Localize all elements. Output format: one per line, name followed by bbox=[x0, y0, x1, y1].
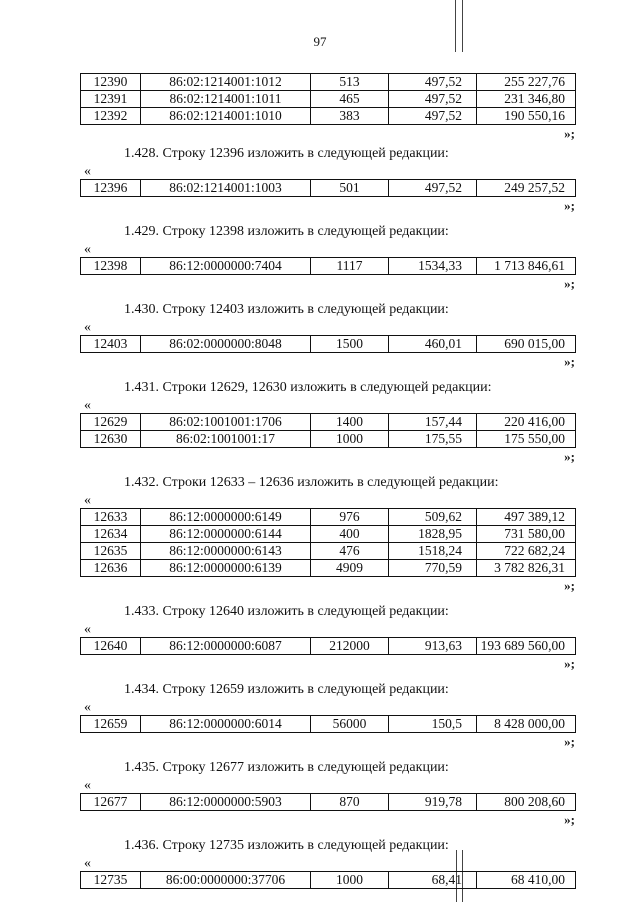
amendment-section bbox=[80, 221, 580, 293]
table-row bbox=[81, 414, 576, 431]
table-row bbox=[81, 638, 576, 655]
row-number-cell: 12392 bbox=[81, 108, 141, 125]
closing-quote: »; bbox=[564, 734, 575, 749]
amendment-table bbox=[80, 871, 576, 889]
value-cell: 722 682,24 bbox=[477, 543, 576, 560]
closing-quote: »; bbox=[564, 126, 575, 141]
rate-cell: 497,52 bbox=[389, 74, 477, 91]
value-cell: 731 580,00 bbox=[477, 526, 576, 543]
cadastral-number-cell: 86:12:0000000:6144 bbox=[141, 526, 311, 543]
amendment-table bbox=[80, 508, 576, 577]
table-row bbox=[81, 794, 576, 811]
cadastral-number-cell: 86:12:0000000:6139 bbox=[141, 560, 311, 577]
value-cell: 175 550,00 bbox=[477, 431, 576, 448]
cadastral-number-cell: 86:02:1001001:1706 bbox=[141, 414, 311, 431]
value-cell: 68 410,00 bbox=[477, 872, 576, 889]
rate-cell: 460,01 bbox=[389, 336, 477, 353]
area-cell: 976 bbox=[311, 509, 389, 526]
cadastral-number-cell: 86:12:0000000:6087 bbox=[141, 638, 311, 655]
area-cell: 1117 bbox=[311, 258, 389, 275]
row-number-cell: 12635 bbox=[81, 543, 141, 560]
cadastral-number-cell: 86:12:0000000:6014 bbox=[141, 716, 311, 733]
row-number-cell: 12390 bbox=[81, 74, 141, 91]
row-number-cell: 12659 bbox=[81, 716, 141, 733]
area-cell: 476 bbox=[311, 543, 389, 560]
area-cell: 56000 bbox=[311, 716, 389, 733]
cadastral-number-cell: 86:12:0000000:6149 bbox=[141, 509, 311, 526]
amendment-table bbox=[80, 715, 576, 733]
rate-cell: 68,41 bbox=[389, 872, 477, 889]
table-row bbox=[81, 336, 576, 353]
amendment-heading: 1.436. Строку 12735 изложить в следующей редакции: bbox=[124, 838, 449, 853]
table-row bbox=[81, 108, 576, 125]
cadastral-number-cell: 86:12:0000000:7404 bbox=[141, 258, 311, 275]
table-row bbox=[81, 560, 576, 577]
rate-cell: 913,63 bbox=[389, 638, 477, 655]
amendment-section bbox=[80, 757, 580, 829]
amendment-table bbox=[80, 637, 576, 655]
amendment-heading: 1.430. Строку 12403 изложить в следующей редакции: bbox=[124, 302, 449, 317]
value-cell: 3 782 826,31 bbox=[477, 560, 576, 577]
area-cell: 465 bbox=[311, 91, 389, 108]
table-row bbox=[81, 716, 576, 733]
rate-cell: 150,5 bbox=[389, 716, 477, 733]
value-cell: 497 389,12 bbox=[477, 509, 576, 526]
rate-cell: 1518,24 bbox=[389, 543, 477, 560]
amendment-table bbox=[80, 179, 576, 197]
cadastral-number-cell: 86:12:0000000:6143 bbox=[141, 543, 311, 560]
area-cell: 1000 bbox=[311, 431, 389, 448]
cadastral-number-cell: 86:02:1001001:17 bbox=[141, 431, 311, 448]
area-cell: 212000 bbox=[311, 638, 389, 655]
amendment-table bbox=[80, 413, 576, 448]
row-number-cell: 12630 bbox=[81, 431, 141, 448]
opening-quote: « bbox=[84, 493, 91, 508]
cadastral-number-cell: 86:12:0000000:5903 bbox=[141, 794, 311, 811]
row-number-cell: 12398 bbox=[81, 258, 141, 275]
opening-quote: « bbox=[84, 622, 91, 637]
amendment-table bbox=[80, 793, 576, 811]
table-row bbox=[81, 91, 576, 108]
amendment-heading: 1.435. Строку 12677 изложить в следующей редакции: bbox=[124, 760, 449, 775]
opening-quote: « bbox=[84, 320, 91, 335]
row-number-cell: 12396 bbox=[81, 180, 141, 197]
row-number-cell: 12640 bbox=[81, 638, 141, 655]
rate-cell: 1828,95 bbox=[389, 526, 477, 543]
rate-cell: 497,52 bbox=[389, 108, 477, 125]
row-number-cell: 12735 bbox=[81, 872, 141, 889]
area-cell: 400 bbox=[311, 526, 389, 543]
amendment-section bbox=[80, 679, 580, 751]
area-cell: 1000 bbox=[311, 872, 389, 889]
cadastral-number-cell: 86:02:1214001:1003 bbox=[141, 180, 311, 197]
closing-quote: »; bbox=[564, 354, 575, 369]
rate-cell: 770,59 bbox=[389, 560, 477, 577]
table-row bbox=[81, 543, 576, 560]
value-cell: 193 689 560,00 bbox=[477, 638, 576, 655]
row-number-cell: 12636 bbox=[81, 560, 141, 577]
cadastral-number-cell: 86:00:0000000:37706 bbox=[141, 872, 311, 889]
amendment-heading: 1.432. Строки 12633 – 12636 изложить в следующей редакции: bbox=[124, 475, 499, 490]
page-number: 97 bbox=[313, 34, 327, 49]
amendment-section bbox=[80, 299, 580, 371]
row-number-cell: 12403 bbox=[81, 336, 141, 353]
cadastral-number-cell: 86:02:1214001:1012 bbox=[141, 74, 311, 91]
opening-quote: « bbox=[84, 398, 91, 413]
row-number-cell: 12633 bbox=[81, 509, 141, 526]
area-cell: 870 bbox=[311, 794, 389, 811]
amendment-table bbox=[80, 335, 576, 353]
value-cell: 255 227,76 bbox=[477, 74, 576, 91]
value-cell: 800 208,60 bbox=[477, 794, 576, 811]
opening-quote: « bbox=[84, 778, 91, 793]
value-cell: 190 550,16 bbox=[477, 108, 576, 125]
area-cell: 1500 bbox=[311, 336, 389, 353]
value-cell: 690 015,00 bbox=[477, 336, 576, 353]
amendment-table bbox=[80, 257, 576, 275]
rate-cell: 157,44 bbox=[389, 414, 477, 431]
table-row bbox=[81, 509, 576, 526]
table-row bbox=[81, 74, 576, 91]
rate-cell: 509,62 bbox=[389, 509, 477, 526]
rate-cell: 175,55 bbox=[389, 431, 477, 448]
cadastral-number-cell: 86:02:0000000:8048 bbox=[141, 336, 311, 353]
area-cell: 513 bbox=[311, 74, 389, 91]
table-row bbox=[81, 431, 576, 448]
amendment-section bbox=[80, 377, 580, 466]
row-number-cell: 12634 bbox=[81, 526, 141, 543]
table-row bbox=[81, 526, 576, 543]
closing-quote: »; bbox=[564, 578, 575, 593]
area-cell: 1400 bbox=[311, 414, 389, 431]
amendment-heading: 1.431. Строки 12629, 12630 изложить в следующей редакции: bbox=[124, 380, 492, 395]
row-number-cell: 12677 bbox=[81, 794, 141, 811]
value-cell: 249 257,52 bbox=[477, 180, 576, 197]
amendment-section bbox=[80, 835, 580, 889]
document-body bbox=[80, 73, 580, 895]
amendment-heading: 1.433. Строку 12640 изложить в следующей редакции: bbox=[124, 604, 449, 619]
area-cell: 4909 bbox=[311, 560, 389, 577]
closing-quote: »; bbox=[564, 812, 575, 827]
opening-quote: « bbox=[84, 856, 91, 871]
row-number-cell: 12391 bbox=[81, 91, 141, 108]
opening-quote: « bbox=[84, 242, 91, 257]
closing-quote: »; bbox=[564, 449, 575, 464]
table-row bbox=[81, 180, 576, 197]
amendment-section bbox=[80, 601, 580, 673]
opening-quote: « bbox=[84, 164, 91, 179]
opening-quote: « bbox=[84, 700, 91, 715]
cadastral-number-cell: 86:02:1214001:1011 bbox=[141, 91, 311, 108]
rate-cell: 497,52 bbox=[389, 180, 477, 197]
area-cell: 383 bbox=[311, 108, 389, 125]
cadastral-number-cell: 86:02:1214001:1010 bbox=[141, 108, 311, 125]
value-cell: 231 346,80 bbox=[477, 91, 576, 108]
row-number-cell: 12629 bbox=[81, 414, 141, 431]
value-cell: 1 713 846,61 bbox=[477, 258, 576, 275]
rate-cell: 497,52 bbox=[389, 91, 477, 108]
table-row bbox=[81, 872, 576, 889]
top-table bbox=[80, 73, 576, 125]
area-cell: 501 bbox=[311, 180, 389, 197]
closing-quote: »; bbox=[564, 198, 575, 213]
value-cell: 220 416,00 bbox=[477, 414, 576, 431]
rate-cell: 1534,33 bbox=[389, 258, 477, 275]
closing-quote: »; bbox=[564, 276, 575, 291]
value-cell: 8 428 000,00 bbox=[477, 716, 576, 733]
amendment-heading: 1.429. Строку 12398 изложить в следующей редакции: bbox=[124, 224, 449, 239]
amendment-heading: 1.434. Строку 12659 изложить в следующей редакции: bbox=[124, 682, 449, 697]
closing-quote: »; bbox=[564, 656, 575, 671]
amendment-section bbox=[80, 143, 580, 215]
amendment-section bbox=[80, 472, 580, 595]
rate-cell: 919,78 bbox=[389, 794, 477, 811]
amendment-heading: 1.428. Строку 12396 изложить в следующей редакции: bbox=[124, 146, 449, 161]
table-row bbox=[81, 258, 576, 275]
